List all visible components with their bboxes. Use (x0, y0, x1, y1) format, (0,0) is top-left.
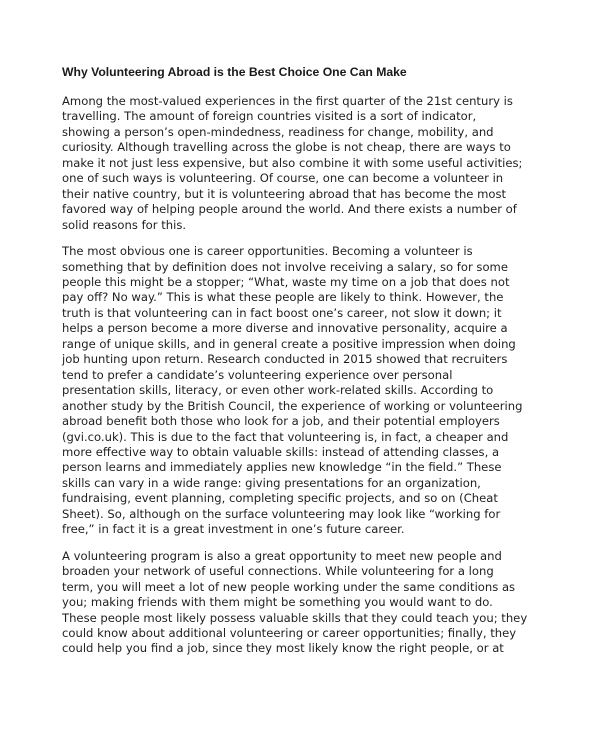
text-line: range of unique skills, and in general create a positive impression when doing (62, 336, 516, 351)
text-line: Sheet). So, although on the surface volunteering may look like “working for (62, 506, 501, 521)
text-line: could know about additional volunteering or career opportunities; finally, they (62, 625, 517, 640)
document-body (62, 94, 552, 668)
paragraph (62, 244, 552, 538)
text-line: (gvi.co.uk). This is due to the fact that volunteering is, in fact, a cheaper and (62, 429, 509, 444)
text-line: helps a person become a more diverse and innovative personality, acquire a (62, 321, 508, 336)
text-line: favored way of helping people around the world. And there exists a number of (62, 202, 517, 217)
text-line: people this might be a stopper; “What, waste my time on a job that does not (62, 274, 510, 289)
text-line: could help you find a job, since they most likely know the right people, or at (62, 641, 504, 656)
text-line: tend to prefer a candidate’s volunteering experience over personal (62, 367, 453, 382)
paragraph (62, 94, 552, 233)
text-line: their native country, but it is volunteering abroad that has become the most (62, 186, 507, 201)
text-line: abroad benefit both those who look for a job, and their potential employers (62, 414, 500, 429)
text-line: fundraising, event planning, completing specific projects, and so on (Cheat (62, 491, 498, 506)
text-line: solid reasons for this. (62, 217, 187, 232)
text-line: showing a person’s open-mindedness, readiness for change, mobility, and (62, 124, 494, 139)
text-line: curiosity. Although travelling across the globe is not cheap, there are ways to (62, 140, 511, 155)
text-line: another study by the British Council, the experience of working or volunteering (62, 398, 523, 413)
text-line: free,” in fact it is a great investment in one’s future career. (62, 522, 405, 537)
text-line: These people most likely possess valuable skills that they could teach you; they (62, 610, 528, 625)
paragraph (62, 549, 552, 657)
text-line: one of such ways is volunteering. Of course, one can become a volunteer in (62, 171, 504, 186)
text-line: The most obvious one is career opportunities. Becoming a volunteer is (62, 244, 473, 259)
text-line: job hunting upon return. Research conducted in 2015 showed that recruiters (62, 352, 508, 367)
text-line: travelling. The amount of foreign countries visited is a sort of indicator, (62, 109, 477, 124)
text-line: presentation skills, literacy, or even other work-related skills. According to (62, 383, 494, 398)
text-line: A volunteering program is also a great opportunity to meet new people and (62, 548, 502, 563)
text-line: person learns and immediately applies new knowledge “in the field.” These (62, 460, 502, 475)
text-line: skills can vary in a wide range: giving presentations for an organization, (62, 475, 481, 490)
text-line: more effective way to obtain valuable skills: instead of attending classes, a (62, 444, 500, 459)
text-line: truth is that volunteering can in fact boost one’s career, not slow it down; it (62, 305, 502, 320)
document-title: Why Volunteering Abroad is the Best Choice One Can Make (62, 65, 407, 79)
text-line: pay off? No way.” This is what these people are likely to think. However, the (62, 290, 504, 305)
text-line: you; making friends with them might be something you would want to do. (62, 595, 493, 610)
text-line: make it not just less expensive, but also combine it with some useful activities; (62, 155, 523, 170)
text-line: Among the most-valued experiences in the first quarter of the 21st century is (62, 94, 513, 108)
text-line: something that by definition does not involve receiving a salary, so for some (62, 259, 508, 274)
text-line: broaden your network of useful connections. While volunteering for a long (62, 564, 494, 579)
text-line: term, you will meet a lot of new people working under the same conditions as (62, 579, 516, 594)
